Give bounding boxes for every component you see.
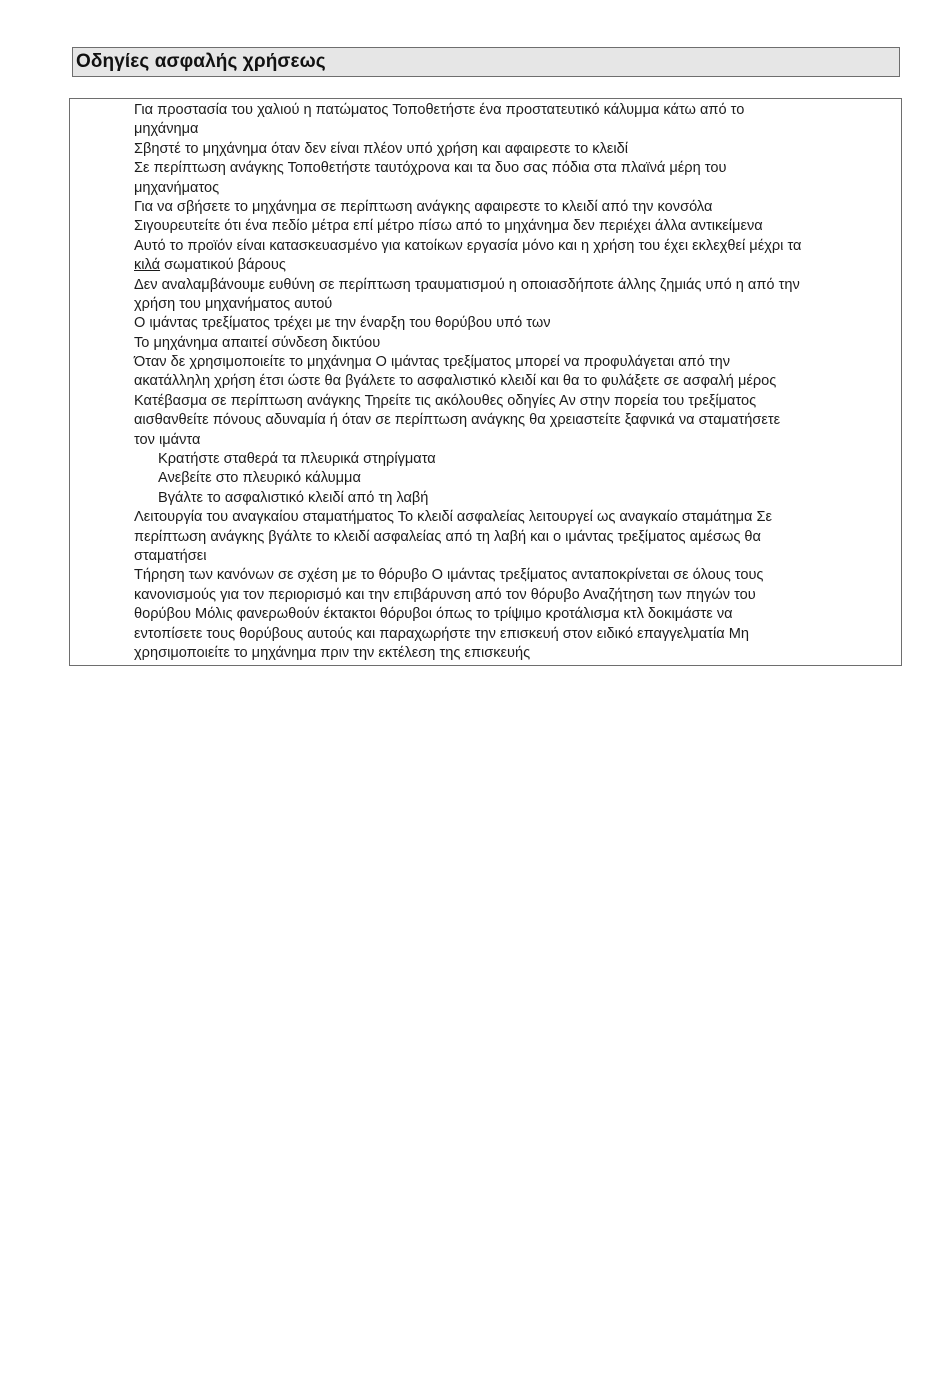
text-line: Σε περίπτωση ανάγκης Τοποθετήστε ταυτόχρονα και τα δυο σας πόδια στα πλαϊνά μέρη του <box>134 160 727 177</box>
instructions-box <box>69 98 902 666</box>
text-line: Όταν δε χρησιμοποιείτε το μηχάνημα Ο ιμάντας τρεξίματος μπορεί να προφυλάγεται από την <box>134 354 731 371</box>
text-line: κανονισμούς για τον περιορισμό και την επιβάρυνση από τον θόρυβο Αναζήτηση των πηγών του <box>134 586 756 603</box>
text-line: Σβηστέ το μηχάνημα όταν δεν είναι πλέον υπό χρήση και αφαιρεστε το κλειδί <box>134 140 628 157</box>
text-line: Δεν αναλαμβάνουμε ευθύνη σε περίπτωση τραυματισμού η οποιασδήποτε άλλης ζημιάς υπό η από την <box>134 276 800 293</box>
step-line: Βγάλτε το ασφαλιστικό κλειδί από τη λαβή <box>158 489 429 506</box>
text-line: Το μηχάνημα απαιτεί σύνδεση δικτύου <box>134 334 381 351</box>
step-line: Ανεβείτε στο πλευρικό κάλυμμα <box>158 470 361 487</box>
text-line: περίπτωση ανάγκης βγάλτε το κλειδί ασφαλείας από τη λαβή και ο ιμάντας τρεξίματος αμέσως θα <box>134 528 761 545</box>
text-line: Τήρηση των κανόνων σε σχέση με το θόρυβο Ο ιμάντας τρεξίματος ανταποκρίνεται σε όλους τους <box>134 567 764 584</box>
text-line: θορύβου Μόλις φανερωθούν έκτακτοι θόρυβοι όπως το τρίψιμο κροτάλισμα κτλ δοκιμάστε να <box>134 606 733 623</box>
text-line: Για προστασία του χαλιού η πατώματος Τοποθετήστε ένα προστατευτικό κάλυμμα κάτω από το <box>134 102 745 118</box>
text-line: Σιγουρευτείτε ότι ένα πεδίο μέτρα επί μέτρο πίσω από το μηχάνημα δεν περιέχει άλλα αντικείμενα <box>134 218 763 235</box>
text-line: ακατάλληλη χρήση έτσι ώστε θα βγάλετε το ασφαλιστικό κλειδί και θα το φυλάξετε σε ασφαλή μέρος <box>134 373 777 390</box>
text-line: Λειτουργία του αναγκαίου σταματήματος Το κλειδί ασφαλείας λειτουργεί ως αναγκαίο σταμάτημα Σε <box>134 509 773 526</box>
text-line: χρήση του μηχανήματος αυτού <box>134 295 333 312</box>
text-line: τον ιμάντα <box>134 431 201 448</box>
text-line: χρησιμοποιείτε το μηχάνημα πριν την εκτέλεση της επισκευής <box>134 644 531 661</box>
text-line: αισθανθείτε πόνους αδυναμία ή όταν σε περίπτωση ανάγκης θα χρειαστείτε ξαφνικά να σταματήσετε <box>134 412 781 429</box>
section-title: Οδηγίες ασφαλής χρήσεως <box>76 51 326 72</box>
text-line: εντοπίσετε τους θορύβους αυτούς και παραχωρήστε την επισκευή στον ειδικό επαγγελματία Μη <box>134 625 749 642</box>
text-line: Για να σβήσετε το μηχάνημα σε περίπτωση ανάγκης αφαιρεστε το κλειδί από την κονσόλα <box>134 198 713 215</box>
weight-blank-underlined: κιλά <box>134 257 161 274</box>
text-line: μηχανήματος <box>134 179 220 196</box>
step-line: Κρατήστε σταθερά τα πλευρικά στηρίγματα <box>158 451 436 468</box>
instructions-text <box>134 101 904 663</box>
text-line: Αυτό το προϊόν είναι κατασκευασμένο για κατοίκων εργασία μόνο και η χρήση του έχει εκλεχθεί μέχρι τα <box>134 237 802 254</box>
weight-text: σωματικού βάρους <box>160 257 286 274</box>
text-line: μηχάνημα <box>134 121 199 138</box>
section-header <box>72 47 900 77</box>
text-line: Κατέβασμα σε περίπτωση ανάγκης Τηρείτε τις ακόλουθες οδηγίες Αν στην πορεία του τρεξίματος <box>134 392 757 409</box>
text-line: σταματήσει <box>134 547 207 564</box>
text-line-weight <box>134 256 904 275</box>
text-line: Ο ιμάντας τρεξίματος τρέχει με την έναρξη του θορύβου υπό των <box>134 315 551 332</box>
